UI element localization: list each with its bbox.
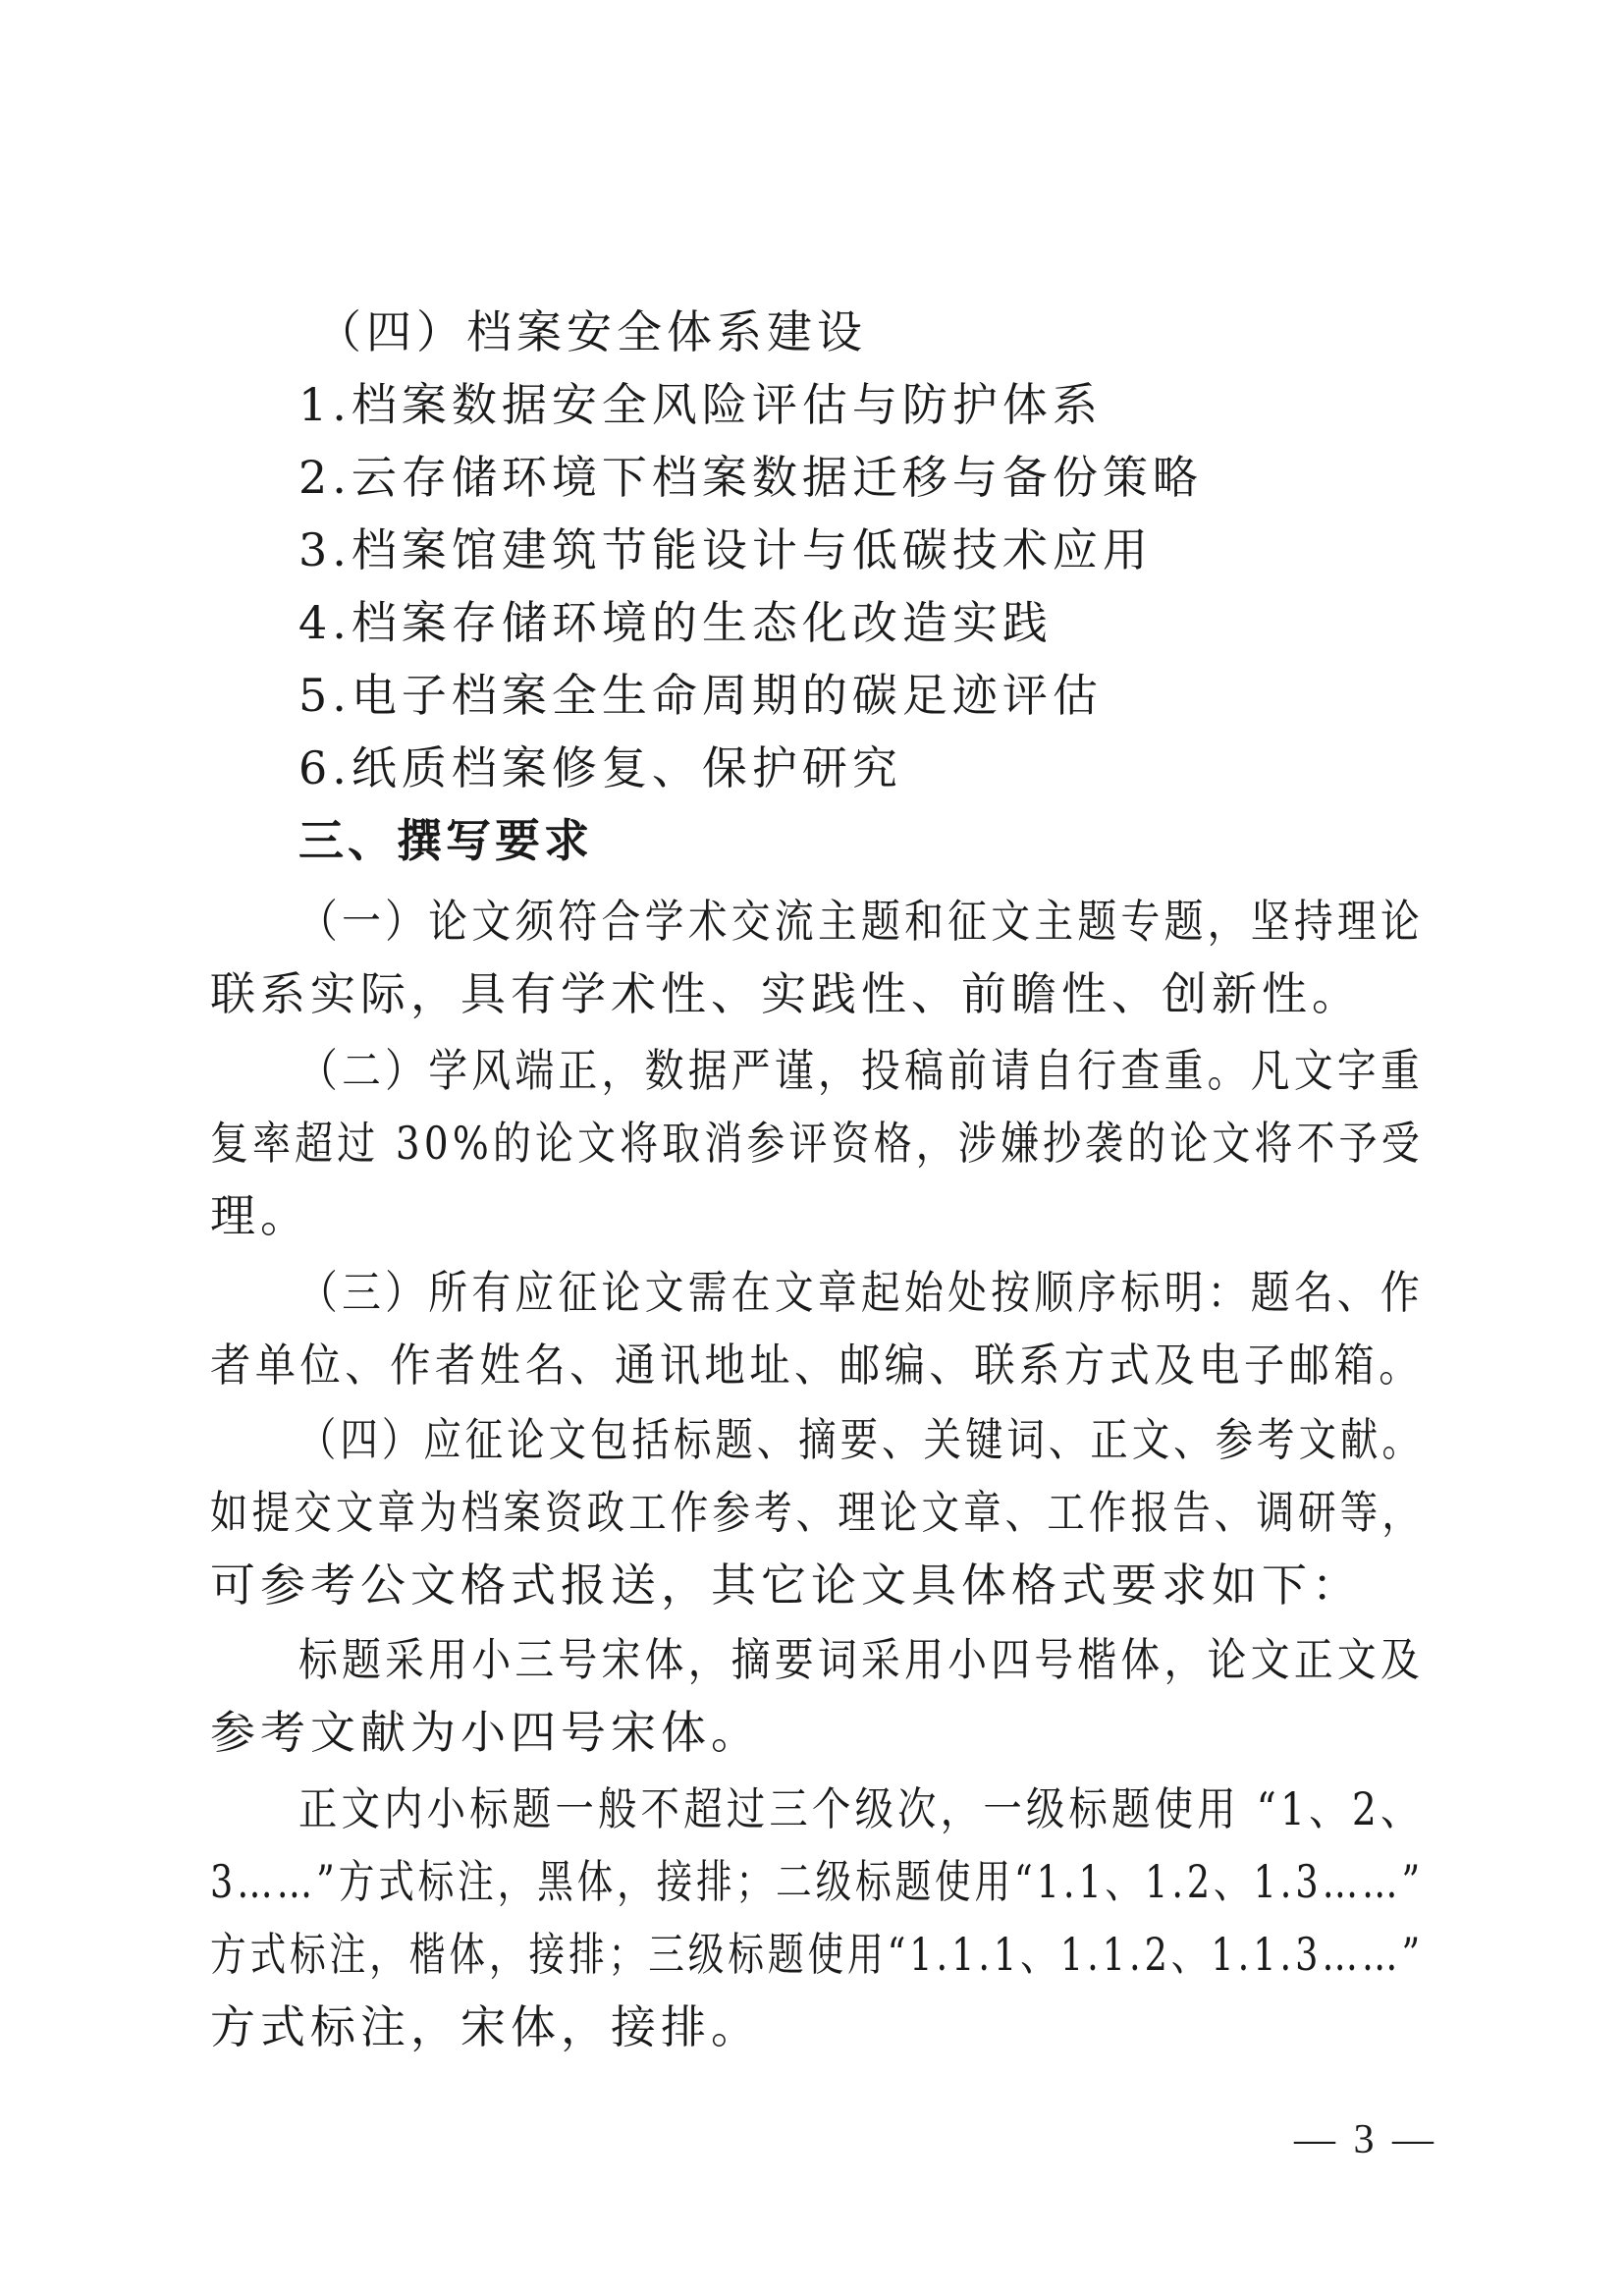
paragraph-line: （四）应征论文包括标题、摘要、关键词、正文、参考文献。 <box>298 1413 1424 1466</box>
page-number: — 3 — <box>1294 2117 1437 2162</box>
paragraph-line: 标题采用小三号宋体，摘要词采用小四号楷体，论文正文及 <box>298 1633 1425 1686</box>
section-heading: （四）档案安全体系建设 <box>316 305 867 358</box>
topic-item: 5.电子档案全生命周期的碳足迹评估 <box>298 669 1103 722</box>
paragraph-line: 3……”方式标注，黑体，接排；二级标题使用“1.1、1.2、1.3……” <box>210 1855 1425 1908</box>
paragraph-line: （二）学风端正，数据严谨，投稿前请自行查重。凡文字重 <box>298 1044 1425 1097</box>
topic-item: 1.档案数据安全风险评估与防护体系 <box>298 378 1103 431</box>
topic-item: 4.档案存储环境的生态化改造实践 <box>298 596 1053 649</box>
paragraph-line: 正文内小标题一般不超过三个级次，一级标题使用 “1、2、 <box>298 1782 1424 1835</box>
paragraph-line: （一）论文须符合学术交流主题和征文主题专题，坚持理论 <box>298 895 1425 948</box>
paragraph-line: 方式标注，楷体，接排；三级标题使用“1.1.1、1.1.2、1.1.3……” <box>210 1928 1425 1981</box>
topic-item: 2.云存储环境下档案数据迁移与备份策略 <box>298 451 1203 504</box>
paragraph-line: 复率超过 30%的论文将取消参评资格，涉嫌抄袭的论文将不予受 <box>210 1117 1424 1170</box>
topic-item: 6.纸质档案修复、保护研究 <box>298 741 902 794</box>
paragraph-line: 参考文献为小四号宋体。 <box>210 1706 761 1759</box>
paragraph-line: 方式标注，宋体，接排。 <box>210 2000 761 2053</box>
paragraph-line: 者单位、作者姓名、通讯地址、邮编、联系方式及电子邮箱。 <box>210 1339 1424 1392</box>
paragraph-line: 如提交文章为档案资政工作参考、理论文章、工作报告、调研等， <box>210 1486 1425 1539</box>
paragraph-line: 理。 <box>210 1189 310 1242</box>
paragraph-line: 联系实际，具有学术性、实践性、前瞻性、创新性。 <box>210 967 1362 1020</box>
requirements-heading: 三、撰写要求 <box>298 814 593 867</box>
paragraph-line: 可参考公文格式报送，其它论文具体格式要求如下： <box>210 1558 1362 1612</box>
paragraph-line: （三）所有应征论文需在文章起始处按顺序标明：题名、作 <box>298 1266 1425 1319</box>
topic-item: 3.档案馆建筑节能设计与低碳技术应用 <box>298 523 1153 576</box>
